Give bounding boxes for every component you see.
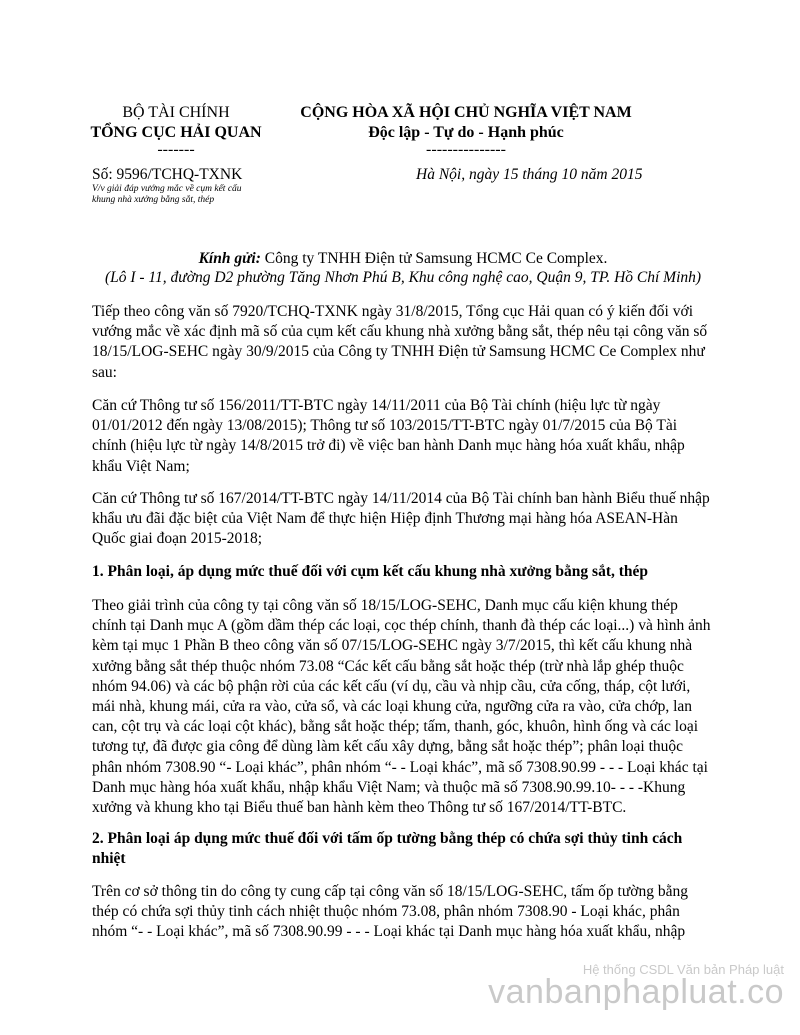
agency-name: TỔNG CỤC HẢI QUAN bbox=[90, 124, 262, 141]
recipient-address: (Lô I - 11, đường D2 phường Tăng Nhơn Phú B, Khu công nghệ cao, Quận 9, TP. Hồ Chí Minh) bbox=[104, 269, 702, 286]
recipient-label: Kính gửi: bbox=[198, 250, 261, 267]
recipient-line bbox=[72, 249, 734, 269]
motto: Độc lập - Tự do - Hạnh phúc bbox=[368, 124, 564, 141]
paragraph-intro: Tiếp theo công văn số 7920/TCHQ-TXNK ngày 31/8/2015, Tổng cục Hải quan có ý kiến đối với vướng mắc về xác định mã số của cụm kết cấu khung nhà xưởng bằng sắt, thép nêu tại công văn số 18/15/LOG-SEHC ngày 30/9/2015 của Công ty TNHH Điện tử Samsung HCMC Ce Complex như sau: bbox=[92, 303, 708, 381]
watermark-site: vanbanphapluat.co bbox=[488, 973, 784, 1011]
header-right bbox=[298, 103, 634, 157]
subject-line-1: V/v giải đáp vướng mắc về cụm kết cấu bbox=[92, 184, 242, 194]
paragraph-section-1: Theo giải trình của công ty tại công văn số 18/15/LOG-SEHC, Danh mục cấu kiện khung thép chính tại Danh mục A (gồm dầm thép các loại, cọc thép chính, thanh đà thép các loại...) và hình ảnh kèm tại mục 1 Phần B theo công văn số 07/15/LOG-SEHC ngày 3/7/2015, thì kết cấu khung nhà xưởng bằng sắt thép thuộc nhóm 73.08 “Các kết cấu bằng sắt hoặc thép (trừ nhà lắp ghép thuộc nhóm 94.06) và các bộ phận rời của các kết cấu (ví dụ, cầu và nhịp cầu, cửa cống, tháp, cột lưới, mái nhà, khung mái, cửa ra vào, cửa sổ, và các loại khung cửa, ngưỡng cửa ra vào, cửa chớp, lan can, cột trụ và các loại cột khác), bằng sắt hoặc thép; tấm, thanh, góc, khuôn, hình ống và các loại tương tự, đã được gia công để dùng làm kết cấu xây dựng, bằng sắt hoặc thép”; phân loại thuộc phân nhóm 7308.90 “- Loại khác”, phân nhóm “- - Loại khác”, mã số 7308.90.99 - - - Loại khác tại Danh mục hàng hóa xuất khẩu, nhập khẩu Việt Nam; và thuộc mã số 7308.90.99.10- - - -Khung xưởng và khung kho tại Biểu thuế ban hành kèm theo Thông tư số 167/2014/TT-BTC. bbox=[92, 597, 711, 817]
section-heading-2: 2. Phân loại áp dụng mức thuế đối với tấm ốp tường bằng thép có chứa sợi thủy tinh cách nhiệt bbox=[92, 830, 683, 867]
agency-rule: ------- bbox=[157, 141, 195, 158]
section-heading-1: 1. Phân loại, áp dụng mức thuế đối với cụm kết cấu khung nhà xưởng bằng sắt, thép bbox=[92, 563, 649, 580]
place-date: Hà Nội, ngày 15 tháng 10 năm 2015 bbox=[416, 166, 643, 183]
watermark-caption: Hệ thống CSDL Văn bản Pháp luật bbox=[582, 962, 784, 977]
paragraph-section-2: Trên cơ sở thông tin do công ty cung cấp tại công văn số 18/15/LOG-SEHC, tấm ốp tường bằng thép có chứa sợi thủy tinh cách nhiệt thuộc nhóm 73.08, phân nhóm 7308.90 - Loại khác, phân nhóm “- - Loại khác”, mã số 7308.90.99 - - - Loại khác tại Danh mục hàng hóa xuất khẩu, nhập bbox=[92, 883, 688, 941]
recipient-name: Công ty TNHH Điện tử Samsung HCMC Ce Complex. bbox=[264, 250, 608, 267]
subject-line-2: khung nhà xưởng bằng sắt, thép bbox=[92, 195, 215, 205]
ministry-name: BỘ TÀI CHÍNH bbox=[122, 104, 230, 121]
paragraph-legal-basis-1: Căn cứ Thông tư số 156/2011/TT-BTC ngày 14/11/2011 của Bộ Tài chính (hiệu lực từ ngày 01/01/2012 đến ngày 13/08/2015); Thông tư số 103/2015/TT-BTC ngày 01/7/2015 của Bộ Tài chính (hiệu lực từ ngày 14/8/2015 trở đi) về việc ban hành Danh mục hàng hóa xuất khẩu, nhập khẩu Việt Nam; bbox=[92, 397, 685, 475]
header-left bbox=[76, 103, 276, 157]
doc-number: Số: 9596/TCHQ-TXNK bbox=[92, 166, 243, 183]
republic-title: CỘNG HÒA XÃ HỘI CHỦ NGHĨA VIỆT NAM bbox=[300, 104, 632, 121]
motto-rule: --------------- bbox=[426, 141, 506, 158]
paragraph-legal-basis-2: Căn cứ Thông tư số 167/2014/TT-BTC ngày 14/11/2014 của Bộ Tài chính ban hành Biểu thuế nhập khẩu ưu đãi đặc biệt của Việt Nam để thực hiện Hiệp định Thương mại hàng hóa ASEAN-Hàn Quốc giai đoạn 2015-2018; bbox=[92, 490, 710, 548]
